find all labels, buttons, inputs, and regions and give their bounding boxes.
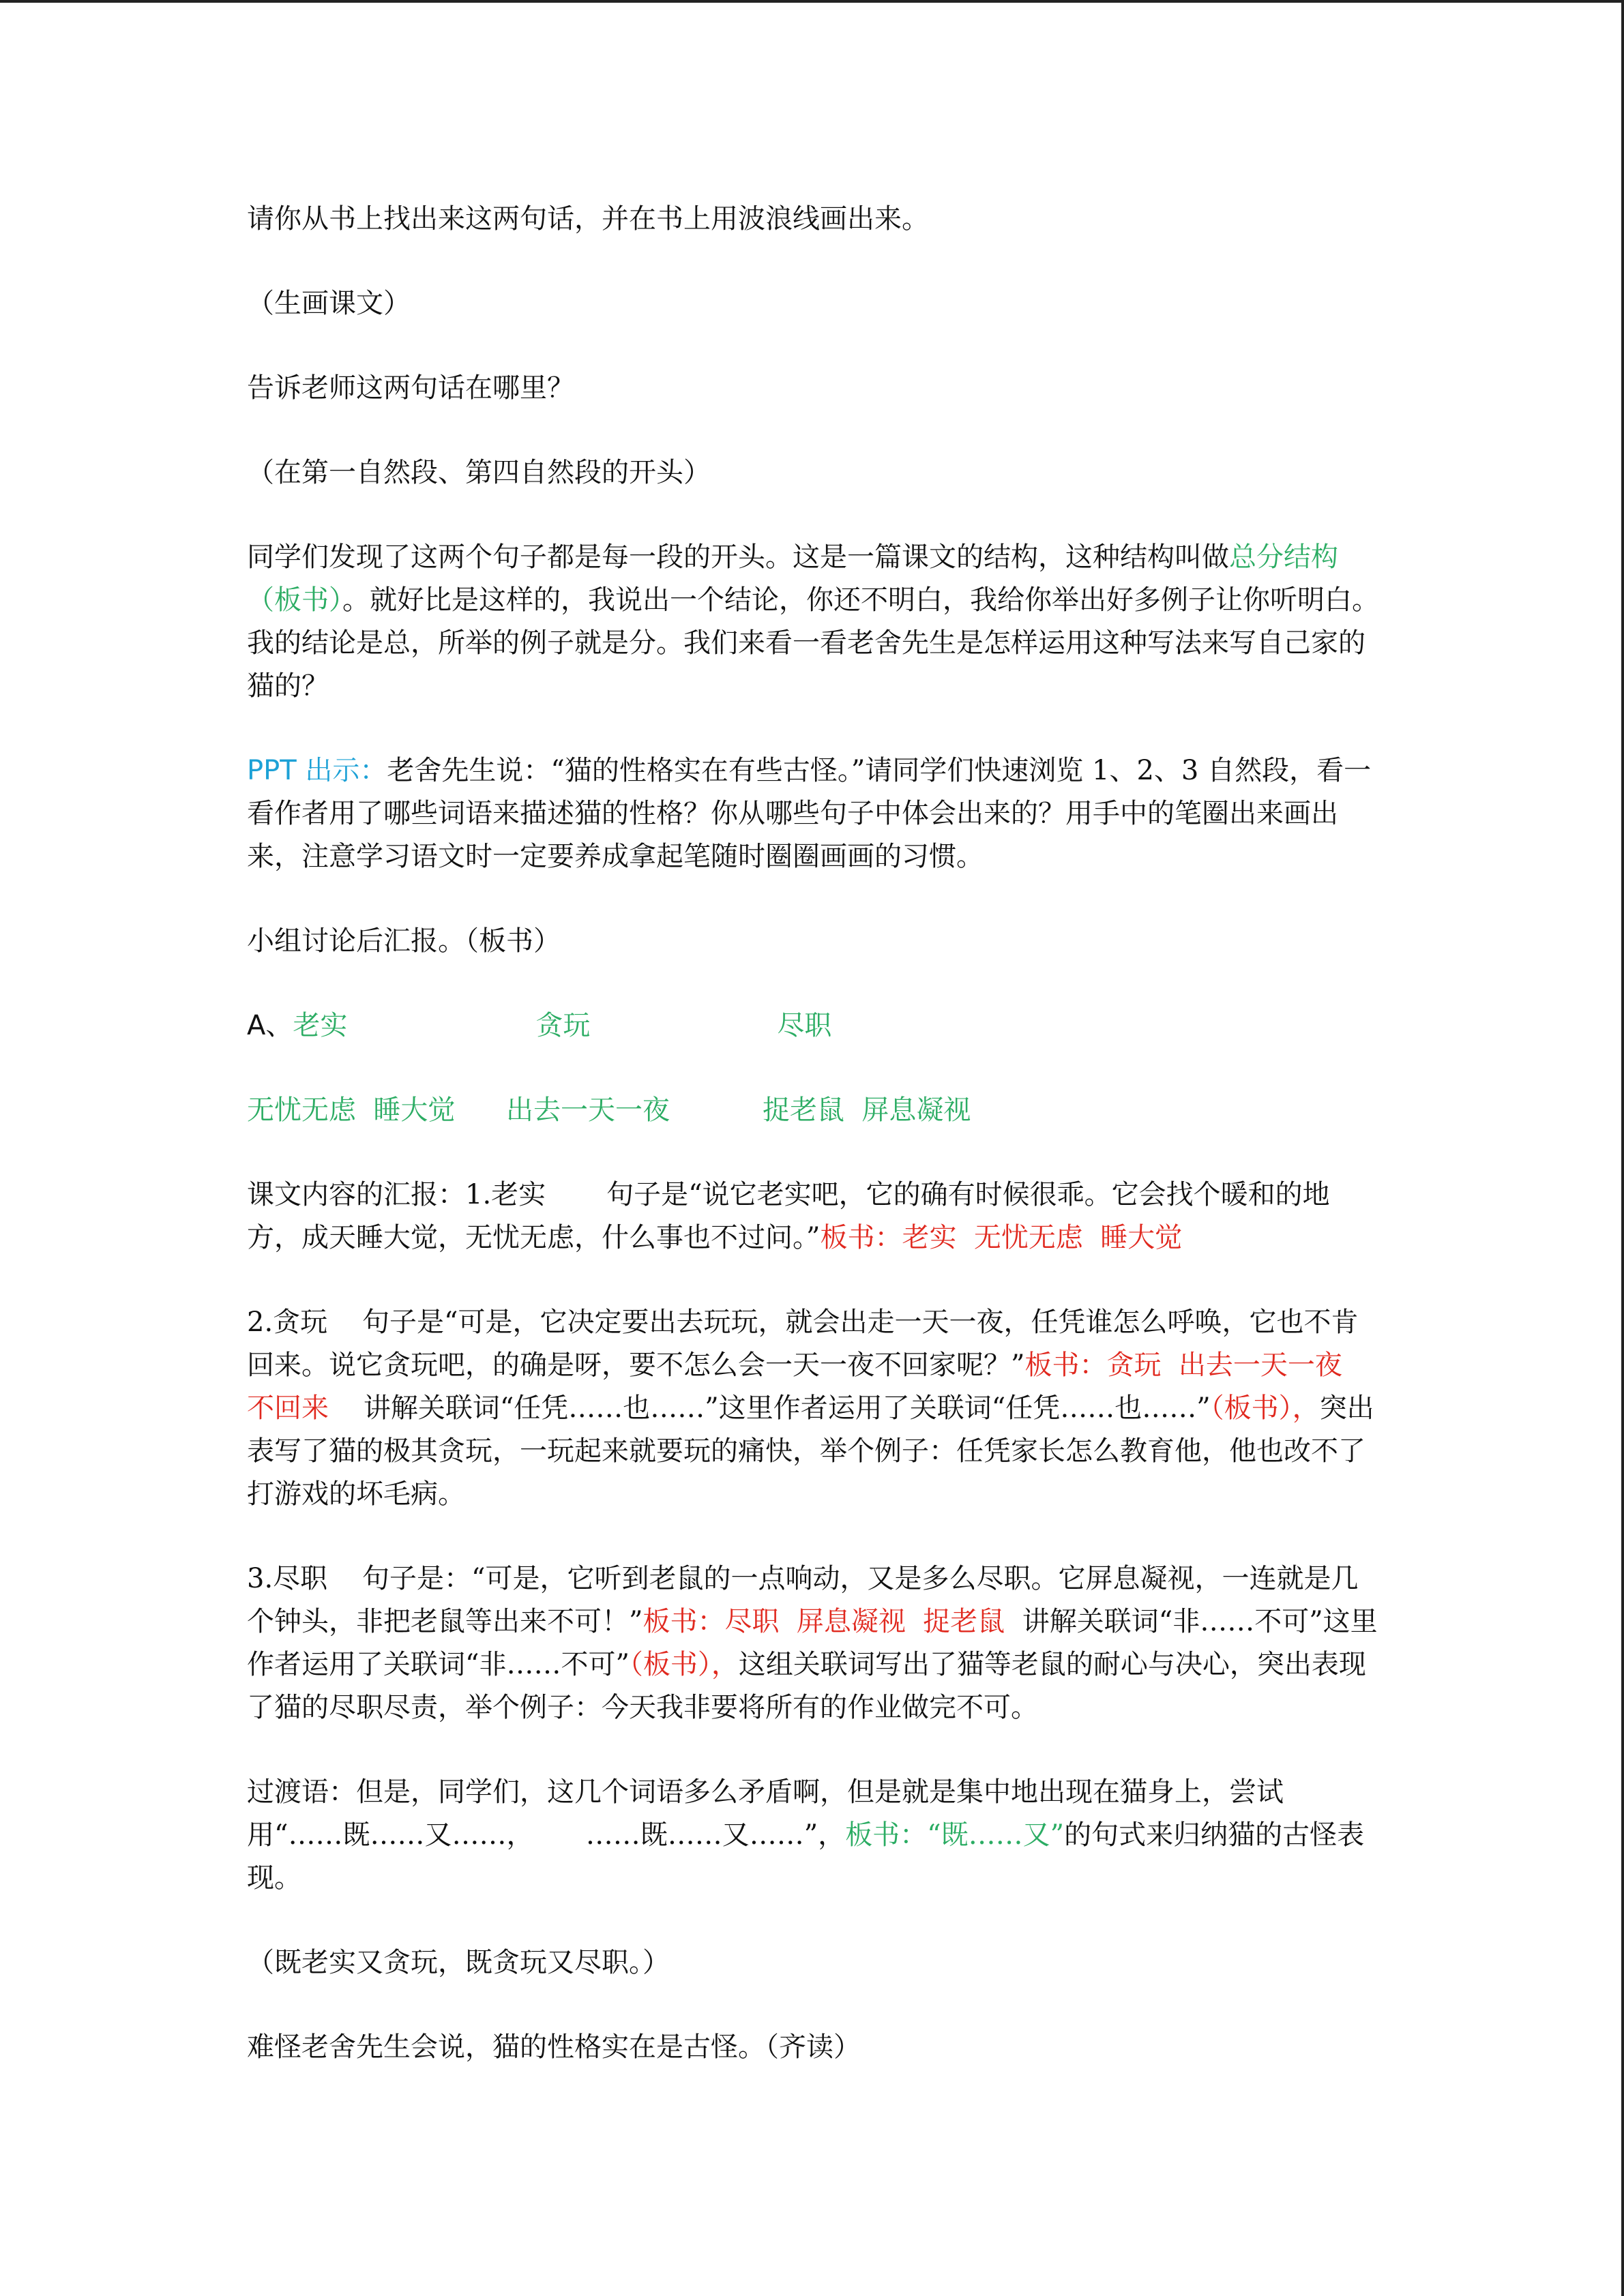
paragraph-answer: （在第一自然段、第四自然段的开头） (247, 457, 711, 488)
trait-dutiful: 尽职 (777, 1010, 832, 1041)
paragraph-question: 告诉老师这两句话在哪里？ (247, 372, 574, 404)
report-dutiful-text-c: 这组关联词写出了猫等老鼠的耐心与决心，突出表现了猫的尽职尽责，举个例子：今天我非要将所有的作业做完不可。 (247, 1649, 1366, 1723)
board-note-playful-conj: （板书）， (1210, 1392, 1320, 1424)
paragraph-report-playful (247, 1301, 1379, 1516)
paragraph-structure (247, 536, 1379, 708)
transition-text-b: 的句式来归纳猫的古怪表现。 (247, 1819, 1365, 1894)
page-top-border (0, 0, 1624, 3)
board-note-playful: 板书：贪玩 出去一天一夜 不回来 (247, 1350, 1377, 1424)
paragraph-instruction: 请你从书上找出来这两句话，并在书上用波浪线画出来。 (247, 203, 929, 235)
report-playful-text-b: 讲解关联词“任凭……也……”这里作者运用了关联词“任凭……也……” (329, 1392, 1211, 1424)
paragraph-report-dutiful (247, 1557, 1379, 1729)
paragraph-report-honest (247, 1174, 1379, 1259)
report-playful-text-a: 2.贪玩 句子是“可是，它决定要出去玩玩，就会出走一天一夜，任凭谁怎么呼唤，它也不肯回来。说它贪玩吧，的确是呀，要不怎么会一天一夜不回家呢？” (247, 1307, 1359, 1381)
paragraph-conclusion: 难怪老舍先生会说，猫的性格实在是古怪。（齐读） (247, 2031, 861, 2063)
detail-honest: 无忧无虑 睡大觉 (247, 1094, 456, 1126)
structure-text-b: 。就好比是这样的，我说出一个结论，你还不明白，我给你举出好多例子让你听明白。我的结论是总，所举的例子就是分。我们来看一看老舍先生是怎样运用这种写法来写自己家的猫的？ (247, 584, 1379, 702)
board-note-dutiful-conj: （板书）， (629, 1649, 739, 1680)
detail-dutiful: 捉老鼠 屏息凝视 (763, 1094, 971, 1126)
report-dutiful-text-b: 讲解关联词“非……不可”这里作者运用了关联词“非……不可” (247, 1606, 1378, 1680)
ppt-text: 老舍先生说：“猫的性格实在有些古怪。”请同学们快速浏览 1、2、3 自然段，看一看作者用了哪些词语来描述猫的性格？你从哪些句子中体会出来的？用手中的笔圈出来画出来，注意学习语文时一定要养成拿起笔随时圈圈画画的习惯。 (247, 755, 1372, 872)
report-dutiful-text-a: 3.尽职 句子是：“可是，它听到老鼠的一点响动，又是多么尽职。它屏息凝视，一连就是几个钟头，非把老鼠等出来不可！” (247, 1563, 1359, 1637)
board-row-prefix: A、 (247, 1010, 293, 1041)
board-note-dutiful: 板书：尽职 屏息凝视 捉老鼠 (643, 1606, 1005, 1637)
paragraph-ppt (247, 749, 1379, 878)
report-honest-text: 课文内容的汇报：1.老实 句子是“说它老实吧，它的确有时候很乖。它会找个暖和的地方，成天睡大觉，无忧无虑，什么事也不过问。” (247, 1179, 1330, 1253)
ppt-label: PPT 出示： (247, 755, 387, 786)
trait-playful: 贪玩 (535, 1010, 591, 1041)
trait-honest: 老实 (293, 1010, 348, 1041)
transition-text-a: 过渡语：但是，同学们，这几个词语多么矛盾啊，但是就是集中地出现在猫身上，尝试用“……既……又……， ……既……又……”， (247, 1776, 1284, 1851)
board-note-honest: 板书：老实 无忧无虑 睡大觉 (820, 1222, 1183, 1253)
board-note-pattern: 板书：“既……又” (845, 1819, 1065, 1851)
page-right-border (1621, 0, 1624, 2296)
board-row-details (247, 1089, 1379, 1132)
detail-playful: 出去一天一夜 (506, 1094, 670, 1126)
document-body (247, 198, 1379, 2111)
paragraph-group-report: 小组讨论后汇报。（板书） (247, 925, 561, 957)
board-note-structure: 总分结构（板书） (247, 541, 1338, 616)
paragraph-student-action: （生画课文） (247, 288, 411, 319)
structure-text-a: 同学们发现了这两个句子都是每一段的开头。这是一篇课文的结构，这种结构叫做 (247, 541, 1229, 573)
board-row-traits (247, 1004, 1379, 1047)
report-playful-text-c: 突出表写了猫的极其贪玩，一玩起来就要玩的痛快，举个例子：任凭家长怎么教育他，他也改不了打游戏的坏毛病。 (247, 1392, 1374, 1510)
paragraph-summary: （既老实又贪玩，既贪玩又尽职。） (247, 1947, 670, 1978)
paragraph-transition (247, 1771, 1379, 1900)
